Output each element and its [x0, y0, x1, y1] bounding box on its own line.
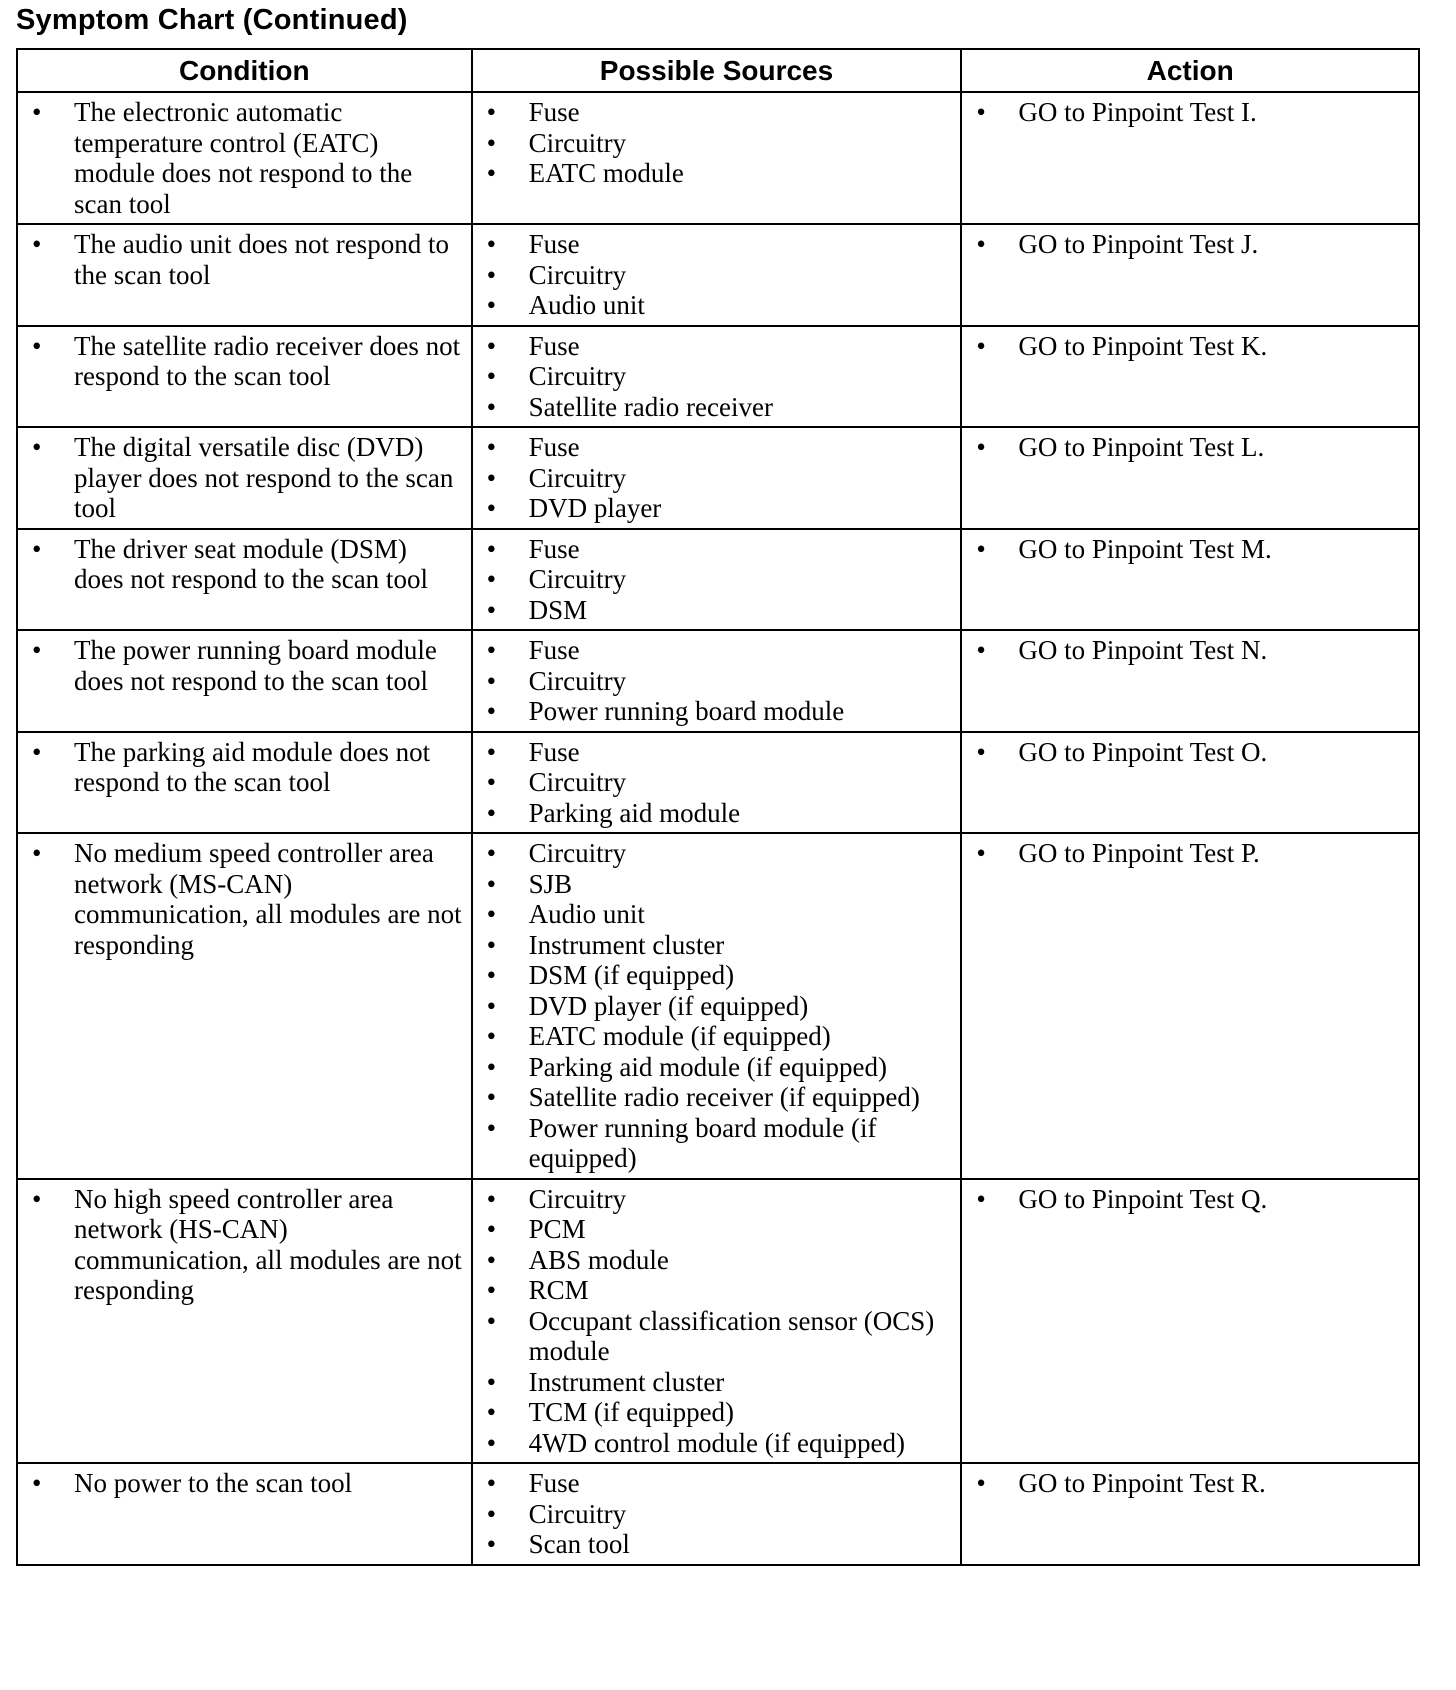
possible-source-item: • Fuse [483, 635, 953, 666]
action-list [972, 432, 1410, 463]
possible-sources-cell [472, 427, 962, 529]
table-row [17, 529, 1419, 631]
condition-text: • The audio unit does not respond to the scan tool [28, 229, 463, 290]
possible-source-item: • Instrument cluster [483, 930, 953, 961]
possible-source-item: • Scan tool [483, 1529, 953, 1560]
condition-list [28, 331, 463, 392]
action-text: • GO to Pinpoint Test N. [972, 635, 1410, 666]
possible-source-item: • Parking aid module (if equipped) [483, 1052, 953, 1083]
condition-cell [17, 1463, 472, 1565]
action-cell [961, 326, 1419, 428]
action-text: • GO to Pinpoint Test M. [972, 534, 1410, 565]
possible-source-item: • Fuse [483, 1468, 953, 1499]
possible-source-item: • Occupant classification sensor (OCS) module [483, 1306, 953, 1367]
possible-source-item: • DVD player (if equipped) [483, 991, 953, 1022]
table-row [17, 732, 1419, 834]
possible-source-item: • PCM [483, 1214, 953, 1245]
possible-source-item: • Fuse [483, 432, 953, 463]
condition-text: • The electronic automatic temperature control (EATC) module does not respond to the scan tool [28, 97, 463, 219]
possible-sources-list [483, 1184, 953, 1459]
possible-sources-list [483, 737, 953, 829]
possible-source-item: • ABS module [483, 1245, 953, 1276]
possible-sources-list [483, 534, 953, 626]
action-cell [961, 529, 1419, 631]
possible-sources-list [483, 97, 953, 189]
possible-source-item: • Power running board module (if equipped) [483, 1113, 953, 1174]
possible-source-item: • Parking aid module [483, 798, 953, 829]
condition-list [28, 737, 463, 798]
condition-text: • The power running board module does not respond to the scan tool [28, 635, 463, 696]
table-header-row [17, 49, 1419, 92]
condition-cell [17, 630, 472, 732]
possible-source-item: • Circuitry [483, 767, 953, 798]
column-header-condition: Condition [17, 49, 472, 92]
table-row [17, 427, 1419, 529]
possible-sources-cell [472, 630, 962, 732]
condition-list [28, 534, 463, 595]
action-text: • GO to Pinpoint Test K. [972, 331, 1410, 362]
possible-source-item: • RCM [483, 1275, 953, 1306]
possible-source-item: • TCM (if equipped) [483, 1397, 953, 1428]
action-text: • GO to Pinpoint Test O. [972, 737, 1410, 768]
table-row [17, 833, 1419, 1179]
possible-sources-cell [472, 1463, 962, 1565]
possible-source-item: • DVD player [483, 493, 953, 524]
condition-cell [17, 92, 472, 224]
condition-text: • The satellite radio receiver does not respond to the scan tool [28, 331, 463, 392]
possible-sources-list [483, 635, 953, 727]
condition-cell [17, 224, 472, 326]
condition-cell [17, 732, 472, 834]
possible-source-item: • Satellite radio receiver [483, 392, 953, 423]
table-row [17, 1179, 1419, 1464]
condition-list [28, 432, 463, 524]
possible-sources-list [483, 229, 953, 321]
condition-text: • The driver seat module (DSM) does not respond to the scan tool [28, 534, 463, 595]
condition-text: • No high speed controller area network (HS-CAN) communication, all modules are not responding [28, 1184, 463, 1306]
possible-sources-list [483, 838, 953, 1174]
possible-source-item: • Circuitry [483, 1184, 953, 1215]
condition-cell [17, 529, 472, 631]
condition-cell [17, 427, 472, 529]
action-list [972, 229, 1410, 260]
possible-source-item: • Circuitry [483, 838, 953, 869]
possible-sources-list [483, 432, 953, 524]
condition-text: • The parking aid module does not respond to the scan tool [28, 737, 463, 798]
condition-list [28, 1468, 463, 1499]
condition-text: • No power to the scan tool [28, 1468, 463, 1499]
table-row [17, 326, 1419, 428]
table-body [17, 92, 1419, 1565]
possible-source-item: • Audio unit [483, 290, 953, 321]
table-row [17, 630, 1419, 732]
possible-source-item: • Satellite radio receiver (if equipped) [483, 1082, 953, 1113]
possible-source-item: • DSM [483, 595, 953, 626]
table-row [17, 1463, 1419, 1565]
possible-source-item: • EATC module (if equipped) [483, 1021, 953, 1052]
condition-list [28, 1184, 463, 1306]
condition-cell [17, 833, 472, 1179]
action-cell [961, 833, 1419, 1179]
action-cell [961, 224, 1419, 326]
condition-cell [17, 1179, 472, 1464]
possible-sources-cell [472, 224, 962, 326]
possible-source-item: • Circuitry [483, 666, 953, 697]
action-text: • GO to Pinpoint Test R. [972, 1468, 1410, 1499]
possible-source-item: • Fuse [483, 534, 953, 565]
action-text: • GO to Pinpoint Test Q. [972, 1184, 1410, 1215]
possible-source-item: • Fuse [483, 737, 953, 768]
action-text: • GO to Pinpoint Test L. [972, 432, 1410, 463]
condition-text: • No medium speed controller area network (MS-CAN) communication, all modules are not responding [28, 838, 463, 960]
condition-text: • The digital versatile disc (DVD) player does not respond to the scan tool [28, 432, 463, 524]
possible-source-item: • Instrument cluster [483, 1367, 953, 1398]
page-title: Symptom Chart (Continued) [16, 4, 408, 36]
action-cell [961, 92, 1419, 224]
table-row [17, 92, 1419, 224]
possible-source-item: • Circuitry [483, 1499, 953, 1530]
possible-source-item: • Circuitry [483, 463, 953, 494]
possible-source-item: • Circuitry [483, 260, 953, 291]
action-cell [961, 630, 1419, 732]
possible-source-item: • Audio unit [483, 899, 953, 930]
action-cell [961, 732, 1419, 834]
action-list [972, 737, 1410, 768]
possible-source-item: • DSM (if equipped) [483, 960, 953, 991]
possible-source-item: • Circuitry [483, 128, 953, 159]
condition-list [28, 229, 463, 290]
action-list [972, 331, 1410, 362]
action-text: • GO to Pinpoint Test P. [972, 838, 1410, 869]
possible-sources-cell [472, 529, 962, 631]
possible-sources-list [483, 1468, 953, 1560]
action-list [972, 97, 1410, 128]
condition-list [28, 97, 463, 219]
possible-sources-list [483, 331, 953, 423]
action-list [972, 1184, 1410, 1215]
condition-list [28, 838, 463, 960]
possible-source-item: • Fuse [483, 229, 953, 260]
condition-list [28, 635, 463, 696]
possible-source-item: • Power running board module [483, 696, 953, 727]
action-list [972, 1468, 1410, 1499]
possible-source-item: • Fuse [483, 97, 953, 128]
possible-source-item: • Circuitry [483, 361, 953, 392]
possible-source-item: • Fuse [483, 331, 953, 362]
possible-sources-cell [472, 1179, 962, 1464]
possible-sources-cell [472, 326, 962, 428]
possible-sources-cell [472, 92, 962, 224]
possible-sources-cell [472, 833, 962, 1179]
possible-source-item: • SJB [483, 869, 953, 900]
possible-source-item: • EATC module [483, 158, 953, 189]
action-cell [961, 1463, 1419, 1565]
action-cell [961, 1179, 1419, 1464]
table-row [17, 224, 1419, 326]
action-list [972, 534, 1410, 565]
possible-source-item: • Circuitry [483, 564, 953, 595]
possible-source-item: • 4WD control module (if equipped) [483, 1428, 953, 1459]
action-cell [961, 427, 1419, 529]
condition-cell [17, 326, 472, 428]
action-text: • GO to Pinpoint Test J. [972, 229, 1410, 260]
symptom-chart-table [16, 48, 1420, 1566]
column-header-possible-sources: Possible Sources [472, 49, 962, 92]
action-list [972, 838, 1410, 869]
action-list [972, 635, 1410, 666]
column-header-action: Action [961, 49, 1419, 92]
possible-sources-cell [472, 732, 962, 834]
action-text: • GO to Pinpoint Test I. [972, 97, 1410, 128]
